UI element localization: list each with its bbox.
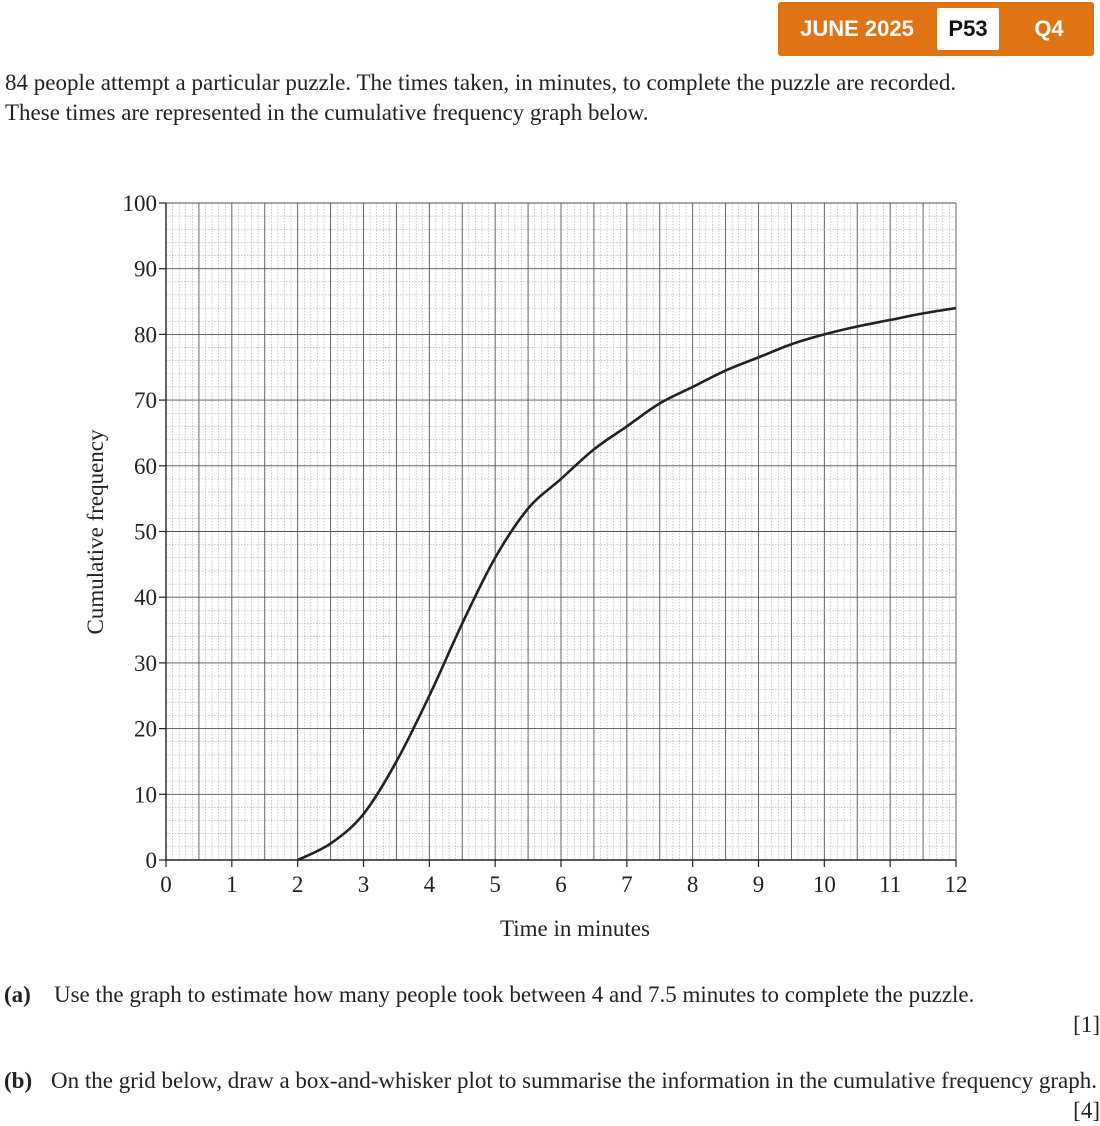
x-tick-label: 7 [621,872,633,897]
x-tick-label: 6 [555,872,567,897]
x-tick-label: 12 [944,872,968,897]
x-tick-label: 3 [357,872,370,897]
y-tick-label: 30 [134,650,157,676]
question-a-text: Use the graph to estimate how many people took between 4 and 7.5 minutes to complete the puzzle. [54,982,975,1007]
x-tick-label: 1 [226,872,238,897]
cumulative-frequency-chart [0,180,1100,950]
y-tick-label: 20 [134,716,157,742]
chart-grid [166,203,956,860]
question-number: Q4 [1034,16,1064,41]
cumulative-frequency-figure [0,180,1100,950]
y-tick-label: 90 [134,256,157,282]
y-tick-label: 40 [134,585,157,611]
y-axis-label: Cumulative frequency [83,429,108,635]
question-a-marks: [1] [1073,1012,1100,1037]
x-tick-label: 2 [291,872,304,897]
x-tick-label: 8 [686,872,699,897]
question-a-label: (a) [4,982,31,1007]
x-tick-label: 9 [752,872,765,897]
x-tick-label: 5 [489,872,501,897]
question-b-label: (b) [4,1068,33,1093]
paper-number: P53 [937,8,999,50]
x-tick-label: 11 [879,872,902,897]
y-tick-label: 100 [122,191,157,216]
y-tick-label: 10 [134,782,157,808]
y-tick-label: 70 [134,388,157,414]
chart-tick-labels [123,191,968,897]
exam-session: JUNE 2025 [800,16,914,41]
y-tick-label: 80 [134,322,157,348]
question-b-marks: [4] [1073,1098,1100,1123]
x-axis-label: Time in minutes [500,916,650,941]
intro-line-2: These times are represented in the cumulative frequency graph below. [5,100,649,125]
chart-axes [159,203,956,867]
question-reference-badge [778,2,1094,56]
x-tick-label: 4 [423,872,436,897]
question-b-text: On the grid below, draw a box-and-whisker plot to summarise the information in the cumulative frequency graph. [51,1068,1097,1093]
y-tick-label: 0 [145,848,157,873]
intro-line-1: 84 people attempt a particular puzzle. The times taken, in minutes, to complete the puzzle are recorded. [5,70,957,95]
x-tick-label: 10 [812,872,836,897]
y-tick-label: 50 [134,519,157,545]
question-intro [5,68,1100,128]
y-tick-label: 60 [134,453,157,479]
x-tick-label: 0 [160,872,172,897]
